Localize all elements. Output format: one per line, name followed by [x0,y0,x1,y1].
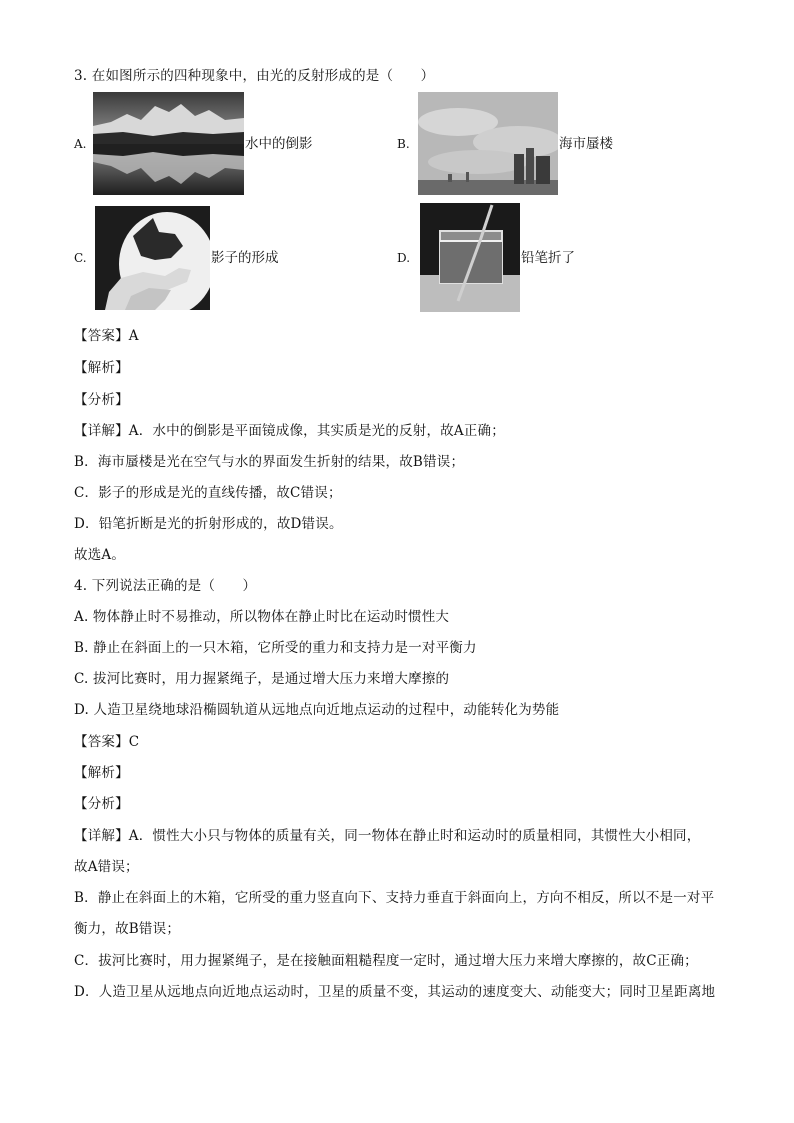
q3-detail-line: B．海市蜃楼是光在空气与水的界面发生折射的结果，故B错误； [74,454,465,470]
q3-detail-line: D．铅笔折断是光的折射形成的，故D错误。 [74,516,343,532]
q3-fenxi-label: 【分析】 [74,392,129,408]
q3-option-b-caption: 海市蜃楼 [559,136,613,152]
q4-fenxi-label: 【分析】 [74,796,129,812]
q4-detail-line: 故A错误； [74,859,139,875]
q3-detail-line: 故选A。 [74,547,126,563]
q3-analysis-label: 【解析】 [74,360,129,376]
q4-option: B. 静止在斜面上的一只木箱，它所受的重力和支持力是一对平衡力 [74,640,477,656]
q3-option-a-caption: 水中的倒影 [245,136,313,152]
q4-detail-line: 【详解】A．惯性大小只与物体的质量有关，同一物体在静止时和运动时的质量相同，其惯性大小相同， [74,828,701,844]
bent-pencil-image [420,203,520,312]
q4-answer: 【答案】C [74,734,140,750]
q3-stem: 3. 在如图所示的四种现象中，由光的反射形成的是（ ） [74,68,435,84]
hand-shadow-image [95,206,210,310]
lake-reflection-image [93,92,244,195]
q4-option: C. 拔河比赛时，用力握紧绳子，是通过增大压力来增大摩擦的 [74,671,450,687]
q3-option-c-caption: 影子的形成 [211,250,279,266]
q4-option: D. 人造卫星绕地球沿椭圆轨道从远地点向近地点运动的过程中，动能转化为势能 [74,702,560,718]
q4-option: A. 物体静止时不易推动，所以物体在静止时比在运动时惯性大 [74,609,450,625]
q3-answer: 【答案】A [74,328,139,344]
mirage-image [418,92,558,195]
q3-detail-line: C．影子的形成是光的直线传播，故C错误； [74,485,342,501]
q4-detail-line: C．拔河比赛时，用力握紧绳子，是在接触面粗糙程度一定时，通过增大压力来增大摩擦的，故C正确； [74,953,698,969]
q4-analysis-label: 【解析】 [74,765,129,781]
q3-option-c-letter: C. [74,251,87,265]
q3-detail-line: 【详解】A．水中的倒影是平面镜成像，其实质是光的反射，故A正确； [74,423,505,439]
q3-option-d-caption: 铅笔折了 [521,250,575,266]
q3-option-a-letter: A. [74,137,87,151]
q4-stem: 4. 下列说法正确的是（ ） [74,578,257,594]
q4-detail-line: 衡力，故B错误； [74,921,181,937]
q4-detail-line: B．静止在斜面上的木箱，它所受的重力竖直向下、支持力垂直于斜面向上，方向不相反，所以不是一对平 [74,890,715,906]
q4-detail-line: D．人造卫星从远地点向近地点运动时，卫星的质量不变，其运动的速度变大、动能变大；同时卫星距离地 [74,984,716,1000]
q3-option-b-letter: B. [397,137,410,151]
q3-option-d-letter: D. [397,251,411,265]
